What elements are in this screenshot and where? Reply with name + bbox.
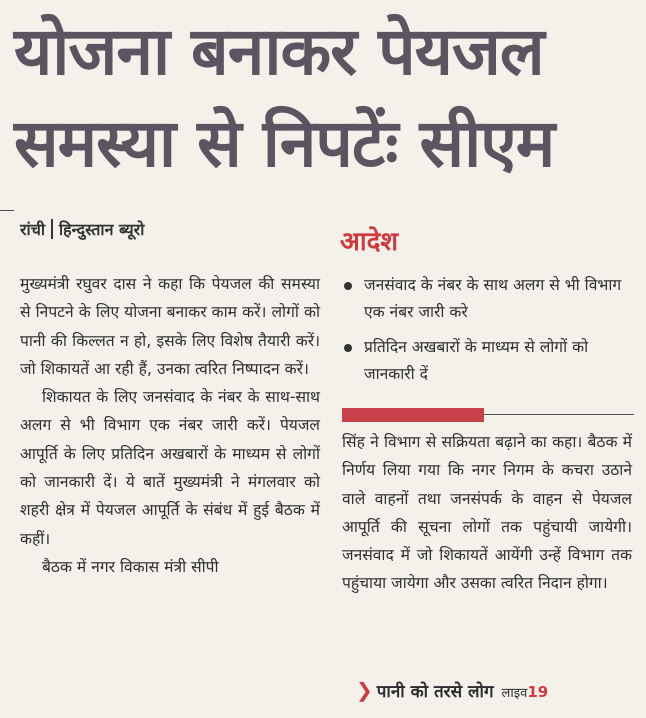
page-number: 19: [527, 683, 549, 701]
related-story-teaser[interactable]: [356, 678, 548, 702]
page-reference: [501, 683, 549, 701]
headline-line-1: योजना बनाकर पेयजल: [14, 13, 544, 90]
article-paragraph: शिकायत के लिए जनसंवाद के नंबर के साथ-साथ अलग से भी विभाग एक नंबर जारी करें। पेयजल आपूर्ति के लिए प्रतिदिन अखबारों के माध्यम से लोगों को जानकारी दें। ये बातें मुख्यमंत्री ने मंगलवार को शहरी क्षेत्र में पेयजल आपूर्ति के संबंध में हुई बैठक में कहीं।: [20, 388, 320, 548]
teaser-text: पानी को तरसे लोग: [376, 682, 494, 702]
dateline-place: रांची: [20, 220, 45, 239]
article-body: [20, 270, 320, 581]
article-paragraph: बैठक में नगर विकास मंत्री सीपी: [42, 557, 219, 576]
sidebar-item: जनसंवाद के नंबर के साथ अलग से भी विभाग एक नंबर जारी करे: [342, 272, 632, 326]
chevron-right-icon: ❯: [356, 678, 373, 702]
section-divider-line: [484, 414, 634, 415]
left-rule: [0, 210, 14, 211]
sidebar-item: प्रतिदिन अखबारों के माध्यम से लोगों को जानकारी दें: [342, 334, 632, 388]
headline: [14, 6, 634, 190]
byline-separator: [51, 219, 53, 239]
article-continuation: [342, 428, 632, 598]
article-paragraph: मुख्यमंत्री रघुवर दास ने कहा कि पेयजल की समस्या से निपटने के लिए योजना बनाकर काम करें। लोगों को पानी की किल्लत न हो, इसके लिए विशेष तैयारी करें। जो शिकायतें आ रही हैं, उनका त्वरित निष्पादन करें।: [20, 275, 320, 378]
headline-line-2: समस्या से निपटेंः सीएम: [14, 105, 555, 182]
sidebar-title: आदेश: [340, 227, 399, 257]
article-paragraph: सिंह ने विभाग से सक्रियता बढ़ाने का कहा। बैठक में निर्णय लिया गया कि नगर निगम के कचरा उठाने वाले वाहनों तथा जनसंपर्क के वाहन से पेयजल आपूर्ति की सूचना लोगों तक पहुंचायी जायेगी। जनसंवाद में जो शिकायतें आयेंगी उन्हें विभाग तक पहुंचाया जायेगा और उसका त्वरित निदान होगा।: [342, 433, 632, 593]
sidebar-list: [342, 272, 632, 396]
page-label: लाइव: [501, 686, 528, 701]
byline-bureau: हिन्दुस्तान ब्यूरो: [59, 220, 145, 239]
byline: [20, 218, 144, 240]
section-divider-bar: [342, 408, 484, 422]
